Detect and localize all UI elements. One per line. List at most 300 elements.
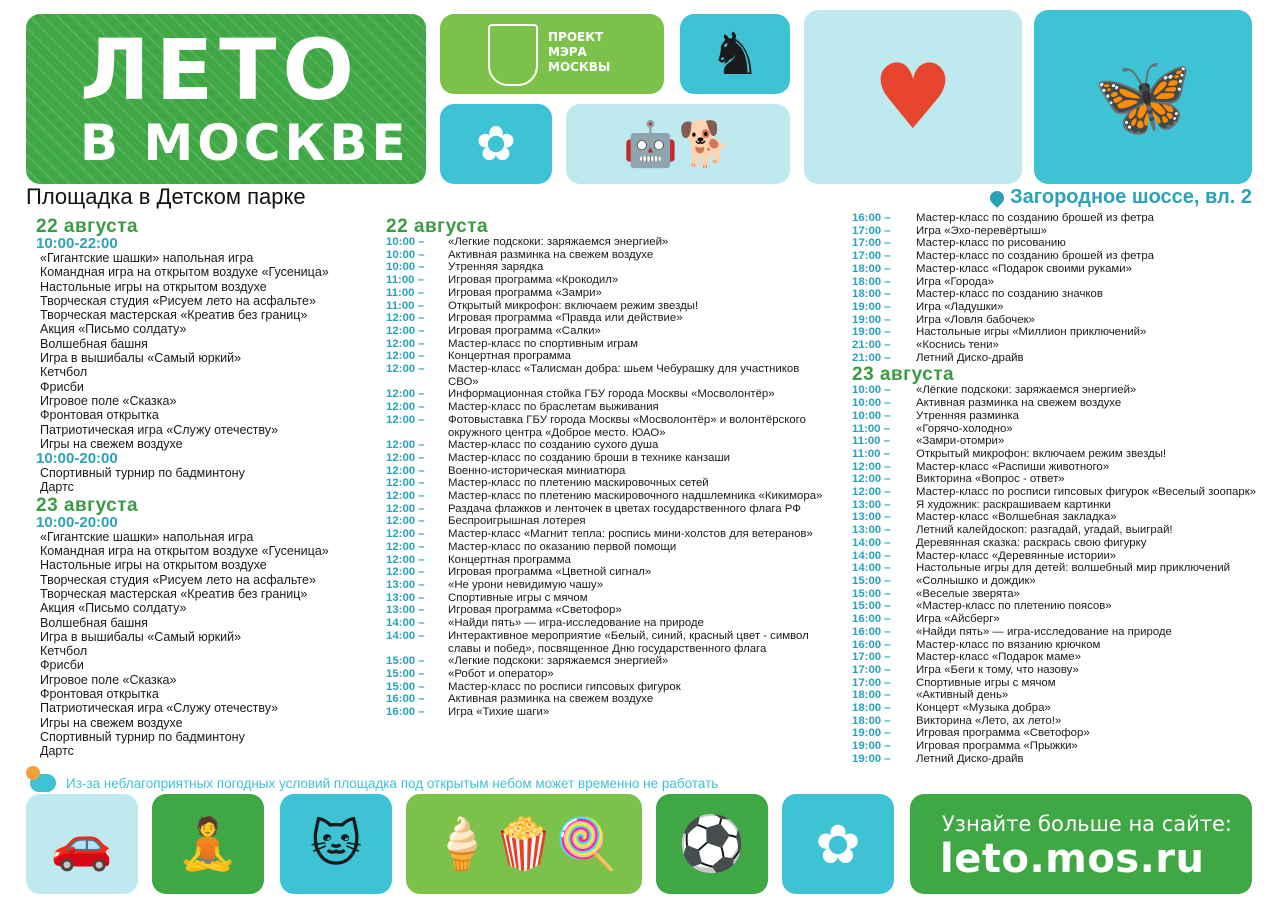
schedule-row <box>386 604 826 617</box>
activity-item: Волшебная башня <box>40 336 148 351</box>
event-title: Настольные игры для детей: волшебный мир приключений <box>916 562 1230 575</box>
schedule-row <box>852 639 1272 652</box>
event-time: 12:00 – <box>386 502 425 515</box>
schedule-row <box>852 237 1272 250</box>
event-title: Викторина «Вопрос - ответ» <box>916 473 1065 486</box>
event-title: Мастер-класс по плетению маскировочного надшлемника «Кикимора» <box>448 490 823 503</box>
schedule-row <box>386 236 826 249</box>
event-time: 13:00 – <box>386 578 425 591</box>
event-title: Викторина «Лето, ах лето!» <box>916 714 1062 727</box>
schedule-row <box>852 250 1272 263</box>
schedule-row <box>852 423 1272 436</box>
event-time: 12:00 – <box>852 460 891 473</box>
schedule-row <box>852 727 1272 740</box>
activity-item: Настольные игры на открытом воздухе <box>40 279 267 294</box>
time-range: 10:00-20:00 <box>36 450 118 468</box>
schedule-row <box>852 664 1272 677</box>
schedule-column-2 <box>386 218 826 719</box>
event-time: 13:00 – <box>852 511 891 524</box>
event-title: Активная разминка на свежем воздухе <box>448 248 654 261</box>
schedule-row <box>386 300 826 313</box>
event-title: Мастер-класс по рисованию <box>916 237 1066 250</box>
schedule-row <box>852 448 1272 461</box>
schedule-row <box>852 410 1272 423</box>
event-title: Летний Диско-драйв <box>916 752 1024 765</box>
schedule-row <box>386 693 826 706</box>
event-time: 12:00 – <box>386 350 425 363</box>
event-title: «Лёгкие подскоки: заряжаемся энергией» <box>916 384 1137 397</box>
event-time: 12:00 – <box>386 388 425 401</box>
event-time: 12:00 – <box>386 515 425 528</box>
event-title: Игра «Эхо-перевёртыш» <box>916 224 1047 237</box>
schedule-row <box>386 388 826 401</box>
activity-item: Командная игра на открытом воздухе «Гусеница» <box>40 544 329 559</box>
schedule-row <box>852 537 1272 550</box>
event-title: Летний Диско-драйв <box>916 351 1024 364</box>
event-time: 21:00 – <box>852 351 891 364</box>
mayor-project-badge <box>440 14 664 94</box>
address <box>990 186 1252 209</box>
schedule-row <box>386 465 826 478</box>
event-title: Игровая программа «Салки» <box>448 324 601 337</box>
schedule-row <box>386 592 826 605</box>
event-time: 13:00 – <box>386 591 425 604</box>
event-title: Мастер-класс «Талисман добра: шьем Чебурашку для участников СВО» <box>448 363 800 388</box>
event-title: Я художник: раскрашиваем картинки <box>916 498 1111 511</box>
activity-item: Спортивный турнир по бадминтону <box>40 466 245 481</box>
activity-item: Волшебная башня <box>40 615 148 630</box>
event-time: 11:00 – <box>852 422 891 435</box>
day-heading: 22 августа <box>386 216 489 237</box>
activity-item: Фронтовая открытка <box>40 408 159 423</box>
schedule-row <box>852 575 1272 588</box>
activity-item: Патриотическая игра «Служу отечеству» <box>40 701 279 716</box>
event-title: Мастер-класс по спортивным играм <box>448 337 638 350</box>
daisy-image: ✿ <box>782 794 894 894</box>
schedule-row <box>852 352 1272 365</box>
event-time: 12:00 – <box>386 439 425 452</box>
schedule-row <box>386 706 826 719</box>
activity-item: «Гигантские шашки» напольная игра <box>40 251 254 265</box>
event-time: 14:00 – <box>386 617 425 630</box>
schedule-row <box>852 562 1272 575</box>
event-title: Мастер-класс по созданию брошей из фетра <box>916 212 1155 224</box>
weather-icon <box>30 774 56 792</box>
schedule-row <box>386 655 826 668</box>
event-title: Мастер-класс «Подарок маме» <box>916 651 1081 664</box>
schedule-row <box>386 249 826 262</box>
activity-item: Кетчбол <box>40 644 88 659</box>
event-time: 14:00 – <box>852 562 891 575</box>
schedule-row <box>386 287 826 300</box>
event-title: «Не урони невидимую чашу» <box>448 578 604 591</box>
schedule-row <box>386 668 826 681</box>
activity-item: Игры на свежем воздухе <box>40 436 183 451</box>
activity-item: Дартс <box>40 480 74 495</box>
activity-item: Творческая мастерская «Креатив без границ» <box>40 586 308 601</box>
schedule-row <box>852 225 1272 238</box>
event-time: 11:00 – <box>852 447 891 460</box>
weather-notice <box>30 774 718 792</box>
schedule-row <box>852 288 1272 301</box>
place-title: Площадка в Детском парке <box>26 184 306 209</box>
schedule-row <box>852 314 1272 327</box>
event-title: Концертная программа <box>448 350 571 363</box>
event-title: Фотовыставка ГБУ города Москвы «Мосволонтёр» и волонтёрского окружного центра «Доброе место. ЮАО» <box>448 413 806 439</box>
event-time: 12:00 – <box>852 473 891 486</box>
schedule-row <box>386 261 826 274</box>
project-line: ПРОЕКТ <box>548 30 604 44</box>
activity-item: Игровое поле «Сказка» <box>40 672 177 687</box>
event-title: Мастер-класс по вязанию крючком <box>916 638 1101 651</box>
schedule-row <box>852 626 1272 639</box>
project-line: МОСКВЫ <box>548 60 611 74</box>
flower-image: ✿ <box>440 104 552 184</box>
event-time: 14:00 – <box>852 536 891 549</box>
activity-item: Игровое поле «Сказка» <box>40 393 177 408</box>
event-time: 19:00 – <box>852 300 891 313</box>
event-time: 10:00 – <box>852 409 891 422</box>
event-title: «Найди пять» — игра-исследование на природе <box>448 617 704 630</box>
event-time: 12:00 – <box>386 337 425 350</box>
event-title: Игра «Айсберг» <box>916 613 1000 626</box>
event-title: Игровая программа «Правда или действие» <box>448 312 683 325</box>
event-title: «Коснись тени» <box>916 339 999 352</box>
schedule-row <box>386 363 826 388</box>
event-time: 16:00 – <box>852 212 891 224</box>
event-time: 12:00 – <box>852 486 891 499</box>
event-time: 15:00 – <box>386 667 425 680</box>
event-time: 10:00 – <box>386 248 425 261</box>
schedule-row <box>852 715 1272 728</box>
event-title: Спортивные игры с мячом <box>448 591 588 604</box>
event-title: Игровая программа «Прыжки» <box>916 740 1078 753</box>
event-title: Мастер-класс «Волшебная закладка» <box>916 511 1117 524</box>
schedule-row <box>852 651 1272 664</box>
location-pin-icon <box>987 188 1007 208</box>
schedule-row <box>852 473 1272 486</box>
schedule-row <box>852 397 1272 410</box>
schedule-row <box>852 339 1272 352</box>
event-title: Игровая программа «Крокодил» <box>448 274 619 287</box>
logo-line2: В МОСКВЕ <box>80 114 410 172</box>
schedule-row <box>852 511 1272 524</box>
event-title: Мастер-класс «Распиши животного» <box>916 460 1110 473</box>
heart-in-hands-image: ♥ <box>804 10 1022 184</box>
chess-knight-image: ♞ <box>680 14 790 94</box>
event-title: Мастер-класс по созданию броши в технике канзаши <box>448 451 730 464</box>
schedule-row <box>852 263 1272 276</box>
website-banner[interactable] <box>910 794 1252 894</box>
activity-item: Фронтовая открытка <box>40 687 159 702</box>
event-time: 15:00 – <box>852 600 891 613</box>
event-title: «Мастер-класс по плетению поясов» <box>916 600 1112 613</box>
event-title: Игра «Ладушки» <box>916 300 1004 313</box>
activity-item: Командная игра на открытом воздухе «Гусеница» <box>40 265 329 280</box>
event-title: Мастер-класс по росписи гипсовых фигурок «Веселый зоопарк» <box>916 486 1257 499</box>
schedule-row <box>386 630 826 655</box>
football-image: ⚽ <box>656 794 768 894</box>
butterfly-image: 🦋 <box>1034 10 1252 184</box>
schedule-row <box>386 414 826 439</box>
activity-item: Фрисби <box>40 658 84 673</box>
event-time: 10:00 – <box>386 236 425 248</box>
schedule-row <box>386 452 826 465</box>
activity-item: Игра в вышибалы «Самый юркий» <box>40 629 242 644</box>
schedule-row <box>386 401 826 414</box>
event-title: Игровая программа «Цветной сигнал» <box>448 566 652 579</box>
event-time: 12:00 – <box>386 490 425 503</box>
schedule-row <box>386 541 826 554</box>
schedule-row <box>852 702 1272 715</box>
event-title: Интерактивное мероприятие «Белый, синий, красный цвет - символ славы и побед», посвященное Дню государственного флага <box>448 629 809 655</box>
event-title: «Найди пять» — игра-исследование на природе <box>916 625 1172 638</box>
event-time: 12:00 – <box>386 413 425 426</box>
schedule-row <box>386 439 826 452</box>
event-title: Игра «Ловля бабочек» <box>916 313 1035 326</box>
schedule-row <box>852 212 1272 225</box>
schedule-row <box>386 515 826 528</box>
schedule-row <box>852 435 1272 448</box>
activity-item: Спортивный турнир по бадминтону <box>40 729 245 744</box>
schedule-row <box>852 326 1272 339</box>
time-range: 10:00-22:00 <box>36 235 118 252</box>
schedule-row <box>852 524 1272 537</box>
event-time: 12:00 – <box>386 451 425 464</box>
schedule-row <box>386 490 826 503</box>
schedule-row <box>852 613 1272 626</box>
activity-item: Акция «Письмо солдату» <box>40 601 187 616</box>
schedule-row <box>852 486 1272 499</box>
event-time: 11:00 – <box>386 274 425 287</box>
activity-item: Патриотическая игра «Служу отечеству» <box>40 422 279 437</box>
schedule-column-1 <box>36 218 381 759</box>
event-time: 18:00 – <box>852 714 891 727</box>
schedule-column-3 <box>852 212 1272 766</box>
event-time: 12:00 – <box>386 363 425 376</box>
event-time: 15:00 – <box>386 680 425 693</box>
event-time: 12:00 – <box>386 324 425 337</box>
event-time: 11:00 – <box>852 435 891 448</box>
event-time: 19:00 – <box>852 313 891 326</box>
event-time: 17:00 – <box>852 676 891 689</box>
event-title: Концерт «Музыка добра» <box>916 702 1051 715</box>
event-title: Игра «Беги к тому, что назову» <box>916 663 1079 676</box>
event-title: Игровая программа «Светофор» <box>916 727 1090 740</box>
event-title: «Легкие подскоки: заряжаемся энергией» <box>448 655 669 668</box>
event-time: 19:00 – <box>852 740 891 753</box>
logo-line1: ЛЕТО <box>80 21 360 119</box>
event-time: 18:00 – <box>852 275 891 288</box>
event-title: Игра «Города» <box>916 275 994 288</box>
activity-item: «Гигантские шашки» напольная игра <box>40 529 254 544</box>
event-time: 15:00 – <box>386 655 425 668</box>
event-title: Игровая программа «Светофор» <box>448 604 622 617</box>
schedule-row <box>386 681 826 694</box>
event-title: «Веселые зверята» <box>916 587 1020 600</box>
schedule-row <box>386 579 826 592</box>
activity-item: Творческая студия «Рисуем лето на асфальте» <box>40 293 316 308</box>
activity-item: Творческая мастерская «Креатив без границ» <box>40 308 308 323</box>
event-title: Концертная программа <box>448 553 571 566</box>
schedule-row <box>386 325 826 338</box>
event-time: 12:00 – <box>386 540 425 553</box>
event-title: Мастер-класс «Магнит тепла: роспись мини-холстов для ветеранов» <box>448 528 813 541</box>
schedule-row <box>852 461 1272 474</box>
schedule-row <box>386 312 826 325</box>
event-title: Игра «Тихие шаги» <box>448 706 550 719</box>
schedule-row <box>852 301 1272 314</box>
event-time: 18:00 – <box>852 288 891 301</box>
project-line: МЭРА <box>548 45 587 59</box>
event-title: Спортивные игры с мячом <box>916 676 1056 689</box>
event-time: 13:00 – <box>852 498 891 511</box>
activity-item: Дартс <box>40 744 74 759</box>
event-time: 19:00 – <box>852 727 891 740</box>
event-title: Летний калейдоскоп: разгадай, угадай, выиграй! <box>916 524 1173 537</box>
event-title: Настольные игры «Миллион приключений» <box>916 326 1147 339</box>
schedule-row <box>386 566 826 579</box>
schedule-row <box>852 689 1272 702</box>
event-title: Информационная стойка ГБУ города Москвы «Мосволонтёр» <box>448 388 775 401</box>
activity-item: Акция «Письмо солдату» <box>40 322 187 337</box>
event-title: Открытый микрофон: включаем режим звезды! <box>448 299 699 312</box>
event-time: 14:00 – <box>386 629 425 642</box>
event-title: Утренняя разминка <box>916 409 1020 422</box>
yoga-figure-image: 🧘 <box>152 794 264 894</box>
website-url[interactable]: leto.mos.ru <box>940 836 1205 882</box>
event-time: 17:00 – <box>852 651 891 664</box>
leto-logo <box>26 14 426 184</box>
event-time: 15:00 – <box>852 587 891 600</box>
schedule-row <box>386 274 826 287</box>
event-title: Мастер-класс по оказанию первой помощи <box>448 540 677 553</box>
event-title: Мастер-класс «Деревянные истории» <box>916 549 1117 562</box>
event-time: 19:00 – <box>852 326 891 339</box>
schedule-row <box>386 503 826 516</box>
event-time: 12:00 – <box>386 401 425 414</box>
event-time: 10:00 – <box>852 384 891 397</box>
event-title: Активная разминка на свежем воздухе <box>916 397 1122 410</box>
schedule-row <box>852 740 1272 753</box>
event-time: 12:00 – <box>386 553 425 566</box>
event-time: 17:00 – <box>852 663 891 676</box>
event-title: Мастер-класс по созданию значков <box>916 288 1103 301</box>
event-time: 16:00 – <box>852 625 891 638</box>
event-title: Беспроигрышная лотерея <box>448 515 586 528</box>
schedule-row <box>386 477 826 490</box>
event-time: 16:00 – <box>852 638 891 651</box>
activity-item: Игры на свежем воздухе <box>40 715 183 730</box>
activity-item: Настольные игры на открытом воздухе <box>40 558 267 573</box>
event-time: 16:00 – <box>852 613 891 626</box>
event-time: 13:00 – <box>386 604 425 617</box>
day-heading: 22 августа <box>36 216 139 237</box>
event-title: Активная разминка на свежем воздухе <box>448 693 654 706</box>
schedule-row <box>852 550 1272 563</box>
event-time: 13:00 – <box>852 524 891 537</box>
activity-item: Кетчбол <box>40 365 88 380</box>
event-title: Мастер-класс по росписи гипсовых фигурок <box>448 680 681 693</box>
robot-and-dog-image: 🤖🐕 <box>566 104 790 184</box>
event-title: Мастер-класс по браслетам выживания <box>448 401 659 414</box>
event-time: 17:00 – <box>852 224 891 237</box>
schedule-row <box>852 753 1272 766</box>
schedule-row <box>386 617 826 630</box>
activity-item: Фрисби <box>40 379 84 394</box>
event-title: «Легкие подскоки: заряжаемся энергией» <box>448 236 669 248</box>
event-time: 12:00 – <box>386 566 425 579</box>
schedule-row <box>852 384 1272 397</box>
schedule-row <box>386 554 826 567</box>
event-title: «Робот и оператор» <box>448 667 554 680</box>
schedule-row <box>386 338 826 351</box>
schedule-row <box>386 528 826 541</box>
sweets-image: 🍦🍿🍭 <box>406 794 642 894</box>
event-time: 21:00 – <box>852 339 891 352</box>
event-title: Мастер-класс по созданию брошей из фетра <box>916 250 1155 263</box>
activity-item: Творческая студия «Рисуем лето на асфальте» <box>40 572 316 587</box>
cat-with-umbrella-image: 🐱 <box>280 794 392 894</box>
event-time: 18:00 – <box>852 702 891 715</box>
event-time: 10:00 – <box>852 397 891 410</box>
time-range: 10:00-20:00 <box>36 513 118 531</box>
schedule-row <box>852 276 1272 289</box>
event-title: Раздача флажков и ленточек в цветах государственного флага РФ <box>448 502 801 515</box>
day-heading: 23 августа <box>36 494 139 516</box>
event-title: Военно-историческая миниатюра <box>448 464 626 477</box>
event-title: «Активный день» <box>916 689 1009 702</box>
event-time: 12:00 – <box>386 477 425 490</box>
website-caption: Узнайте больше на сайте: <box>942 812 1233 836</box>
address-text: Загородное шоссе, вл. 2 <box>1010 186 1252 208</box>
event-title: Утренняя зарядка <box>448 261 544 274</box>
weather-notice-text: Из-за неблагоприятных погодных условий площадка под открытым небом может временно не работать <box>66 775 719 791</box>
event-time: 16:00 – <box>386 706 425 719</box>
event-title: «Горячо-холодно» <box>916 422 1013 435</box>
event-time: 12:00 – <box>386 312 425 325</box>
event-title: Мастер-класс по плетению маскировочных сетей <box>448 477 709 490</box>
event-time: 18:00 – <box>852 262 891 275</box>
day-heading: 23 августа <box>852 364 955 386</box>
event-time: 10:00 – <box>386 261 425 274</box>
event-time: 11:00 – <box>386 286 425 299</box>
event-time: 14:00 – <box>852 549 891 562</box>
toy-car-image: 🚗 <box>26 794 138 894</box>
event-title: Мастер-класс по созданию сухого душа <box>448 439 659 452</box>
event-title: «Замри-отомри» <box>916 435 1005 448</box>
moscow-emblem-icon <box>488 24 538 86</box>
event-title: Деревянная сказка: раскрась свою фигурку <box>916 536 1147 549</box>
event-time: 11:00 – <box>386 299 425 312</box>
event-time: 12:00 – <box>386 528 425 541</box>
event-title: Игровая программа «Замри» <box>448 286 602 299</box>
schedule-row <box>852 600 1272 613</box>
event-time: 15:00 – <box>852 574 891 587</box>
schedule-row <box>852 588 1272 601</box>
event-time: 17:00 – <box>852 250 891 263</box>
schedule-row <box>852 499 1272 512</box>
event-time: 12:00 – <box>386 464 425 477</box>
event-title: «Солнышко и дождик» <box>916 574 1036 587</box>
event-time: 16:00 – <box>386 693 425 706</box>
event-title: Открытый микрофон: включаем режим звезды! <box>916 447 1167 460</box>
event-time: 17:00 – <box>852 237 891 250</box>
activity-item: Игра в вышибалы «Самый юркий» <box>40 351 242 366</box>
event-title: Мастер-класс «Подарок своими руками» <box>916 262 1132 275</box>
schedule-row <box>386 350 826 363</box>
schedule-row <box>852 677 1272 690</box>
